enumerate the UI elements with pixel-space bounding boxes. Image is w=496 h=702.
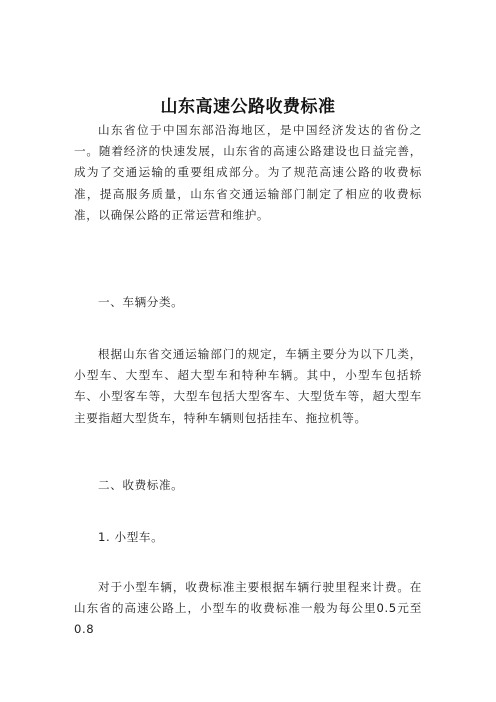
section-heading-vehicle-types: 一、车辆分类。: [98, 295, 184, 309]
small-car-paragraph: 对于小型车辆，收费标准主要根据车辆行驶里程来计费。在山东省的高速公路上，小型车的收费标准一般为每公里0.5元至0.8: [74, 580, 422, 637]
vehicle-types-paragraph: 根据山东省交通运输部门的规定，车辆主要分为以下几类，小型车、大型车、超大型车和特种车辆。其中，小型车包括轿车、小型客车等，大型车包括大型客车、大型货车等，超大型车主要指超大型货车，特种车辆则包括挂车、拖拉机等。: [74, 347, 422, 425]
subsection-heading-small-car: 1. 小型车。: [98, 530, 164, 544]
intro-paragraph: 山东省位于中国东部沿海地区，是中国经济发达的省份之一。随着经济的快速发展，山东省的高速公路建设也日益完善，成为了交通运输的重要组成部分。为了规范高速公路的收费标准，提高服务质量，山东省交通运输部门制定了相应的收费标准，以确保公路的正常运营和维护。: [74, 123, 422, 222]
section-heading-toll-standards: 二、收费标准。: [98, 478, 184, 492]
document-title: 山东高速公路收费标准: [160, 97, 336, 118]
